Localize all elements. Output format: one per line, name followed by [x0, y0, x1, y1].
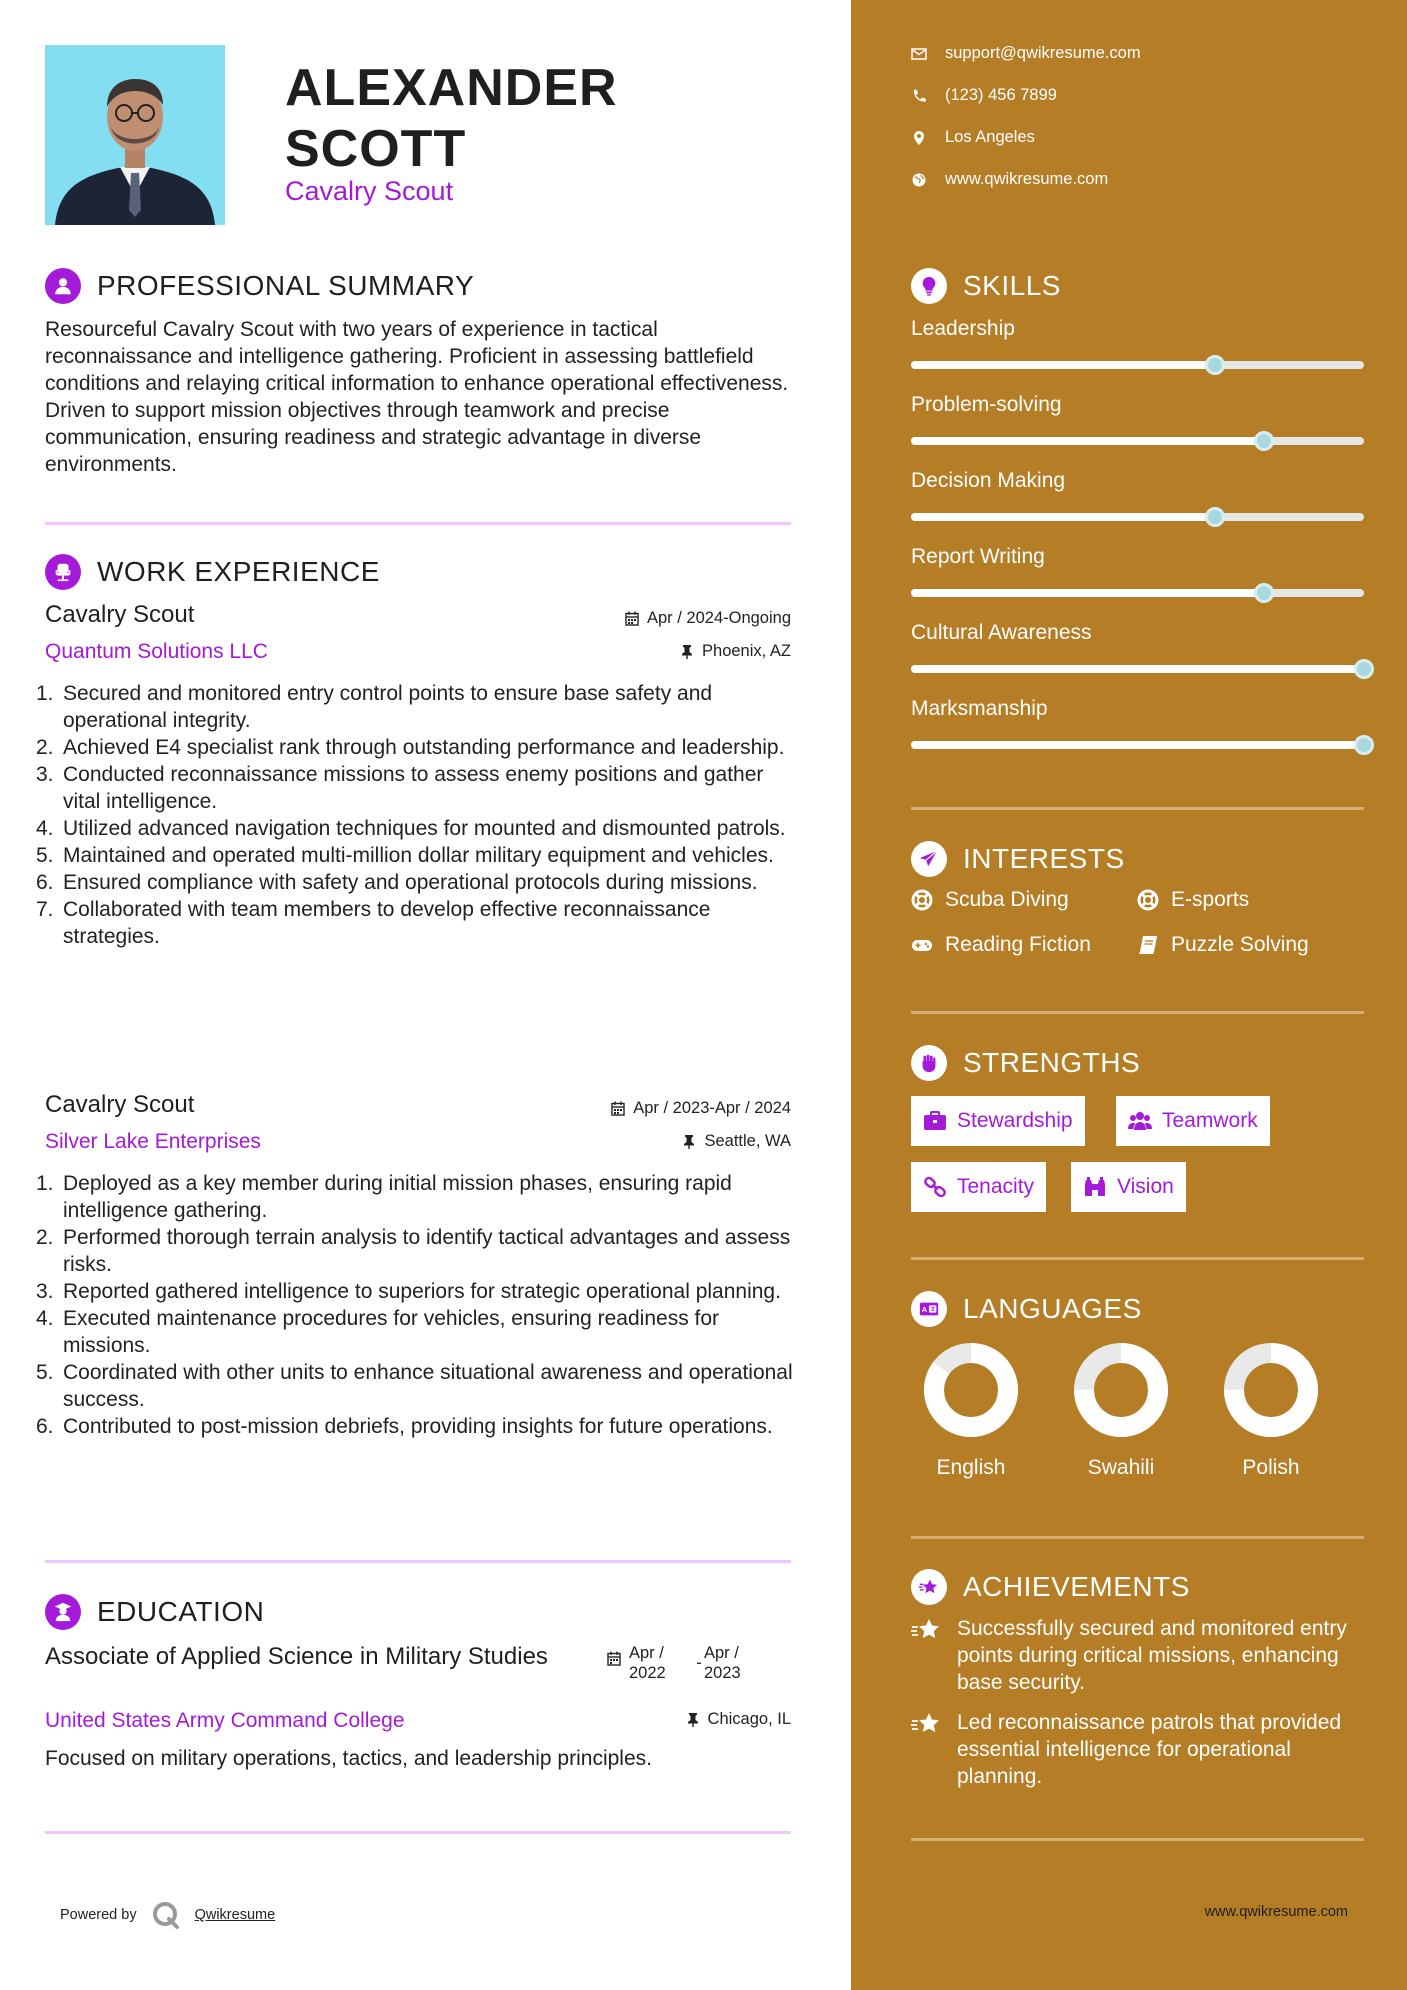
strength-chip	[911, 1096, 1085, 1146]
languages-heading	[911, 1289, 1142, 1329]
gamepad-icon	[911, 934, 933, 956]
job-2-dates	[611, 1099, 791, 1118]
education-date-separator: -	[696, 1654, 702, 1672]
candidate-first-name: ALEXANDER	[285, 59, 618, 117]
list-item: 1. Deployed as a key member during initial mission phases, ensuring rapid intelligence gathering.	[36, 1170, 806, 1224]
calendar-icon	[611, 1101, 625, 1116]
education-end-date: Apr / 2023	[704, 1644, 741, 1682]
language-item	[921, 1342, 1021, 1480]
section-divider	[45, 1560, 791, 1563]
interest-label: E-sports	[1171, 888, 1250, 911]
job-1-title: Cavalry Scout	[45, 601, 195, 628]
skill-bar	[911, 665, 1364, 673]
contact-email[interactable]	[911, 44, 1141, 63]
skill-bar	[911, 589, 1364, 597]
skill-bar-fill	[911, 513, 1215, 521]
skill-label: Decision Making	[911, 469, 1066, 492]
contact-phone[interactable]	[911, 86, 1057, 105]
interests-heading	[911, 839, 1125, 879]
calendar-icon	[625, 611, 639, 626]
list-item: 5. Maintained and operated multi-million dollar military equipment and vehicles.	[36, 844, 774, 867]
interest-label: Reading Fiction	[945, 933, 1091, 956]
contact-location-text: Los Angeles	[945, 128, 1035, 146]
interest-label: Puzzle Solving	[1171, 933, 1309, 956]
qwikresume-link[interactable]: Qwikresume	[194, 1907, 276, 1923]
interest-label: Scuba Diving	[945, 888, 1069, 911]
footer-website[interactable]: www.qwikresume.com	[1204, 1904, 1348, 1920]
achievement-text: Successfully secured and monitored entry points during critical missions, enhancing base security.	[957, 1617, 1347, 1694]
strength-chip	[911, 1162, 1046, 1212]
bullet-text: Collaborated with team members to develop effective reconnaissance strategies.	[63, 898, 711, 948]
education-dates	[607, 1643, 754, 1683]
language-name: Swahili	[1087, 1456, 1155, 1479]
skill-label: Problem-solving	[911, 393, 1062, 416]
strengths-title: STRENGTHS	[963, 1047, 1141, 1078]
skill-bar	[911, 513, 1364, 521]
job-title-headline: Cavalry Scout	[285, 176, 454, 206]
education-heading	[45, 1592, 264, 1632]
job-2-bullets	[36, 1170, 806, 1440]
list-item: 6. Contributed to post-mission debriefs, providing insights for future operations.	[36, 1415, 773, 1438]
powered-by-label: Powered by	[60, 1907, 137, 1923]
job-1-location-text: Phoenix, AZ	[702, 642, 791, 660]
list-item: 2. Achieved E4 specialist rank through outstanding performance and leadership.	[36, 736, 785, 759]
lifebuoy-icon	[911, 889, 933, 911]
sidebar-divider	[911, 1257, 1364, 1260]
section-divider	[45, 522, 791, 525]
qwikresume-logo-icon	[151, 1900, 181, 1930]
candidate-last-name: SCOTT	[285, 120, 467, 178]
skill-bar	[911, 741, 1364, 749]
book-icon	[1137, 934, 1159, 956]
education-description: Focused on military operations, tactics, and leadership principles.	[45, 1747, 652, 1770]
bullet-text: Secured and monitored entry control points to ensure base safety and operational integrity.	[63, 682, 713, 732]
sidebar	[851, 0, 1407, 1990]
job-1-company: Quantum Solutions LLC	[45, 640, 268, 663]
globe-icon	[911, 172, 927, 188]
education-location	[686, 1710, 791, 1729]
skill-bar-knob	[1205, 355, 1225, 375]
bullet-text: Ensured compliance with safety and operational protocols during missions.	[63, 871, 758, 894]
list-item: 4. Executed maintenance procedures for vehicles, ensuring readiness for missions.	[36, 1305, 806, 1359]
star-icon	[911, 1617, 941, 1643]
skill-label: Cultural Awareness	[911, 621, 1092, 644]
contact-phone-text: (123) 456 7899	[945, 86, 1057, 104]
bullet-text: Contributed to post-mission debriefs, providing insights for future operations.	[63, 1415, 773, 1438]
list-item: 5. Coordinated with other units to enhance situational awareness and operational success.	[36, 1359, 806, 1413]
sidebar-divider	[911, 1536, 1364, 1539]
skill-bar-fill	[911, 361, 1215, 369]
language-item	[1221, 1342, 1321, 1480]
skill-bar-knob	[1205, 507, 1225, 527]
education-start-date: Apr / 2022	[629, 1644, 666, 1682]
education-location-text: Chicago, IL	[707, 1710, 791, 1728]
bullet-text: Reported gathered intelligence to superiors for strategic operational planning.	[63, 1280, 781, 1303]
list-item: 3. Conducted reconnaissance missions to assess enemy positions and gather vital intelligence.	[36, 761, 806, 815]
star-badge-icon	[911, 1569, 947, 1605]
phone-icon	[911, 88, 927, 104]
contact-location	[911, 128, 1035, 147]
job-2-company: Silver Lake Enterprises	[45, 1130, 261, 1153]
skills-title: SKILLS	[963, 270, 1061, 301]
language-item	[1071, 1342, 1171, 1480]
language-ring	[1073, 1342, 1169, 1438]
achievement-text: Led reconnaissance patrols that provided essential intelligence for operational planning.	[957, 1711, 1342, 1788]
bullet-text: Conducted reconnaissance missions to assess enemy positions and gather vital intelligence.	[63, 763, 764, 813]
profile-photo	[45, 45, 225, 225]
bullet-text: Executed maintenance procedures for vehicles, ensuring readiness for missions.	[63, 1307, 720, 1357]
interest-item	[911, 933, 1091, 957]
skills-heading	[911, 266, 1061, 306]
language-ring	[1223, 1342, 1319, 1438]
summary-heading	[45, 266, 474, 306]
skill-bar	[911, 361, 1364, 369]
achievement-item	[911, 1709, 1351, 1790]
map-marker-icon	[911, 130, 927, 146]
skill-label: Marksmanship	[911, 697, 1048, 720]
candidate-name	[285, 58, 618, 180]
list-item: 4. Utilized advanced navigation techniques for mounted and dismounted patrols.	[36, 817, 786, 840]
skill-bar-knob	[1254, 583, 1274, 603]
interest-item	[1137, 888, 1249, 912]
star-icon	[911, 1711, 941, 1737]
interest-item	[911, 888, 1069, 912]
bullet-text: Deployed as a key member during initial mission phases, ensuring rapid intelligence gathering.	[63, 1172, 732, 1222]
summary-text: Resourceful Cavalry Scout with two years of experience in tactical reconnaissance and intelligence gathering. Proficient in assessing battlefield conditions and relaying critical information to enhance operational effectiveness. Driven to support mission objectives through teamwork and precise communication, ensuring readiness and strategic advantage in diverse environments.	[45, 318, 789, 476]
job-1-bullets	[36, 680, 806, 950]
bullet-text: Performed thorough terrain analysis to identify tactical advantages and assess risks.	[63, 1226, 791, 1276]
link-icon	[923, 1176, 947, 1198]
pin-icon	[680, 644, 694, 659]
briefcase-icon	[923, 1110, 947, 1132]
job-2-date-text: Apr / 2023-Apr / 2024	[633, 1099, 791, 1117]
list-item: 2. Performed thorough terrain analysis to identify tactical advantages and assess risks.	[36, 1224, 806, 1278]
languages-title: LANGUAGES	[963, 1293, 1142, 1324]
job-1-dates	[625, 609, 791, 628]
graduate-icon	[45, 1594, 81, 1630]
sidebar-divider	[911, 807, 1364, 810]
bullet-text: Achieved E4 specialist rank through outstanding performance and leadership.	[63, 736, 785, 759]
education-title: EDUCATION	[97, 1596, 265, 1627]
strengths-heading	[911, 1043, 1140, 1083]
skill-bar-fill	[911, 741, 1364, 749]
skill-bar-fill	[911, 437, 1264, 445]
paper-plane-icon	[911, 841, 947, 877]
powered-by	[60, 1900, 275, 1930]
strength-label: Tenacity	[957, 1175, 1035, 1198]
skill-bar-knob	[1354, 735, 1374, 755]
section-divider	[45, 1831, 791, 1834]
language-ring	[923, 1342, 1019, 1438]
language-name: English	[936, 1456, 1006, 1479]
strength-chip	[1116, 1096, 1270, 1146]
bullet-text: Utilized advanced navigation techniques for mounted and dismounted patrols.	[63, 817, 786, 840]
lightbulb-icon	[911, 268, 947, 304]
binoculars-icon	[1083, 1176, 1107, 1198]
education-school: United States Army Command College	[45, 1709, 405, 1732]
strength-label: Vision	[1117, 1175, 1174, 1198]
experience-title: WORK EXPERIENCE	[97, 556, 380, 587]
lifebuoy-icon	[1137, 889, 1159, 911]
pin-icon	[686, 1712, 700, 1727]
job-1-date-text: Apr / 2024-Ongoing	[646, 609, 791, 627]
skill-bar-fill	[911, 665, 1364, 673]
strength-label: Stewardship	[957, 1109, 1073, 1132]
list-item: 1. Secured and monitored entry control points to ensure base safety and operational integrity.	[36, 680, 806, 734]
skill-bar	[911, 437, 1364, 445]
strength-label: Teamwork	[1162, 1109, 1258, 1132]
skill-label: Report Writing	[911, 545, 1045, 568]
contact-website[interactable]	[911, 170, 1108, 189]
user-icon	[45, 268, 81, 304]
achievements-heading	[911, 1567, 1190, 1607]
bullet-text: Maintained and operated multi-million dollar military equipment and vehicles.	[63, 844, 774, 867]
bullet-text: Coordinated with other units to enhance situational awareness and operational success.	[63, 1361, 793, 1411]
calendar-icon	[607, 1651, 621, 1666]
sidebar-divider	[911, 1838, 1364, 1841]
sidebar-divider	[911, 1011, 1364, 1014]
interest-item	[1137, 933, 1309, 957]
list-item: 3. Reported gathered intelligence to superiors for strategic operational planning.	[36, 1280, 781, 1303]
job-2-title: Cavalry Scout	[45, 1091, 195, 1118]
summary-title: PROFESSIONAL SUMMARY	[97, 270, 475, 301]
contact-email-text: support@qwikresume.com	[945, 44, 1141, 62]
interests-title: INTERESTS	[963, 843, 1125, 874]
job-2-location-text: Seattle, WA	[704, 1132, 791, 1150]
list-item: 6. Ensured compliance with safety and operational protocols during missions.	[36, 871, 758, 894]
education-degree: Associate of Applied Science in Military Studies	[45, 1643, 548, 1670]
skill-label: Leadership	[911, 317, 1015, 340]
skill-bar-fill	[911, 589, 1264, 597]
job-1-location	[680, 642, 791, 661]
language-name: Polish	[1242, 1456, 1300, 1479]
profile-photo-image	[45, 45, 225, 225]
job-2-location	[682, 1132, 791, 1151]
pin-icon	[682, 1134, 696, 1149]
fist-icon	[911, 1045, 947, 1081]
skill-bar-knob	[1354, 659, 1374, 679]
experience-heading	[45, 552, 380, 592]
contact-website-text: www.qwikresume.com	[945, 170, 1109, 188]
svg-text:A: A	[921, 1305, 928, 1315]
list-item: 7. Collaborated with team members to develop effective reconnaissance strategies.	[36, 896, 806, 950]
achievement-item	[911, 1615, 1351, 1696]
users-icon	[1128, 1110, 1152, 1132]
strength-chip	[1071, 1162, 1186, 1212]
skill-bar-knob	[1254, 431, 1274, 451]
envelope-icon	[911, 46, 927, 62]
achievements-title: ACHIEVEMENTS	[963, 1571, 1190, 1602]
language-icon	[911, 1291, 947, 1327]
office-chair-icon	[45, 554, 81, 590]
